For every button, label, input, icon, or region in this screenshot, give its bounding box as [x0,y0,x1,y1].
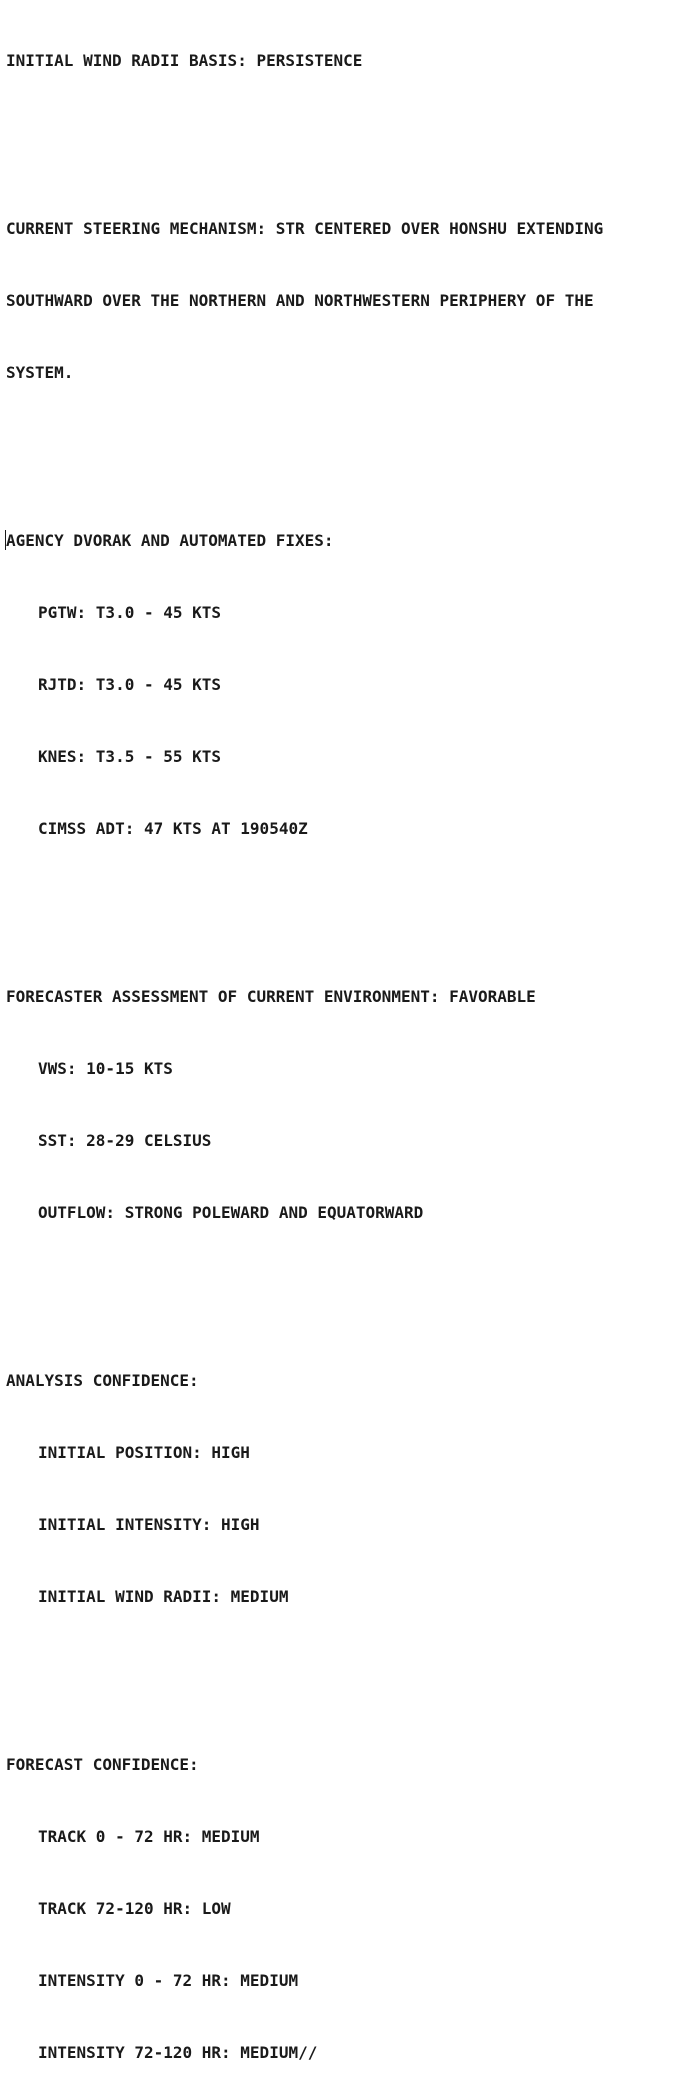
forecast-track-0-72: TRACK 0 - 72 HR: MEDIUM [38,1827,260,1846]
forecast-confidence-header: FORECAST CONFIDENCE: [6,1755,199,1774]
steering-line-2: SOUTHWARD OVER THE NORTHERN AND NORTHWESTERN PERIPHERY OF THE [6,291,594,310]
blank-line [6,889,696,913]
env-sst: SST: 28-29 CELSIUS [38,1131,212,1150]
forecast-track-72-120: TRACK 72-120 HR: LOW [38,1899,231,1918]
fixes-header: AGENCY DVORAK AND AUTOMATED FIXES: [6,531,334,550]
forecast-intensity-72-120: INTENSITY 72-120 HR: MEDIUM// [38,2043,318,2062]
wind-radii-basis: INITIAL WIND RADII BASIS: PERSISTENCE [6,51,363,70]
bulletin-text[interactable] [6,1,696,2089]
fix-pgtw: PGTW: T3.0 - 45 KTS [38,603,222,622]
blank-line [6,1657,696,1681]
steering-line-3: SYSTEM. [6,363,74,382]
analysis-initial-intensity: INITIAL INTENSITY: HIGH [38,1515,260,1534]
analysis-initial-wind-radii: INITIAL WIND RADII: MEDIUM [38,1587,289,1606]
fix-cimss-adt: CIMSS ADT: 47 KTS AT 190540Z [38,819,308,838]
env-vws: VWS: 10-15 KTS [38,1059,173,1078]
analysis-confidence-header: ANALYSIS CONFIDENCE: [6,1371,199,1390]
blank-line [6,433,696,457]
fix-rjtd: RJTD: T3.0 - 45 KTS [38,675,222,694]
environment-header: FORECASTER ASSESSMENT OF CURRENT ENVIRONMENT: FAVORABLE [6,987,536,1006]
env-outflow: OUTFLOW: STRONG POLEWARD AND EQUATORWARD [38,1203,424,1222]
steering-line-1: CURRENT STEERING MECHANISM: STR CENTERED OVER HONSHU EXTENDING [6,219,604,238]
text-cursor [5,530,6,550]
analysis-initial-position: INITIAL POSITION: HIGH [38,1443,250,1462]
blank-line [6,1273,696,1297]
blank-line [6,121,696,145]
forecast-intensity-0-72: INTENSITY 0 - 72 HR: MEDIUM [38,1971,299,1990]
fix-knes: KNES: T3.5 - 55 KTS [38,747,222,766]
